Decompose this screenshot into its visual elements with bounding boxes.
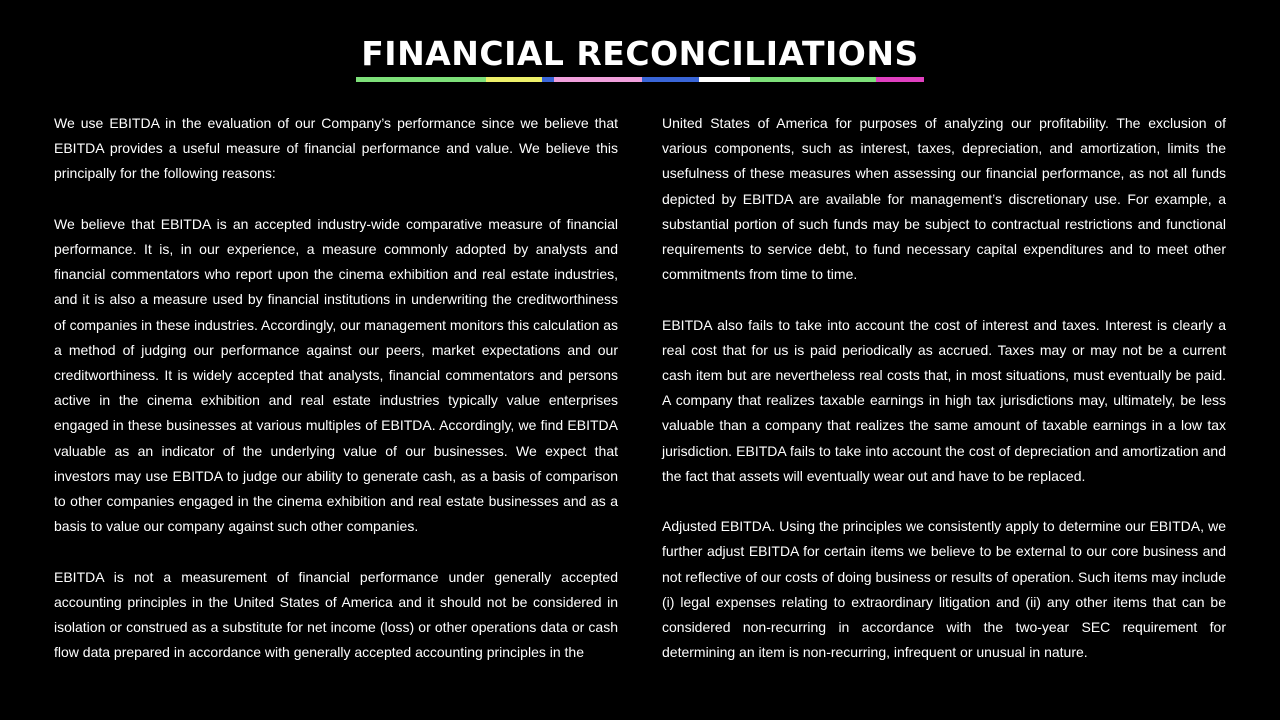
underline-segment-white: [699, 77, 750, 82]
paragraph-ebitda-intro: We use EBITDA in the evaluation of our Company’s performance since we believe that EBITDA provides a useful measure of financial performance and value. We believe this principally for the following reasons:: [54, 115, 618, 182]
paragraph-ebitda-industry-measure: We believe that EBITDA is an accepted industry-wide comparative measure of financial performance. It is, in our experience, a measure commonly adopted by analysts and financial commentators who report upon the cinema exhibition and real estate industries, and it is also a measure used by financial institutions in underwriting the creditworthiness of companies in these industries. Accordingly, our management monitors this calculation as a method of judging our performance against our peers, market expectations and our creditworthiness. It is widely accepted that analysts, financial commentators and persons active in the cinema exhibition and real estate industries typically value enterprises engaged in these businesses at various multiples of EBITDA. Accordingly, we find EBITDA valuable as an indicator of the underlying value of our businesses. We expect that investors may use EBITDA to judge our ability to generate cash, as a basis of comparison to other companies engaged in the cinema exhibition and real estate businesses and as a basis to value our company against such other companies.: [54, 215, 618, 535]
underline-segment-blue-2: [642, 77, 699, 82]
left-text-column: [54, 111, 618, 691]
underline-segment-green-2: [750, 77, 876, 82]
slide-title: FINANCIAL RECONCILIATIONS: [361, 34, 919, 73]
underline-segment-blue: [542, 77, 554, 82]
paragraph-ebitda-limitations: United States of America for purposes of analyzing our profitability. The exclusion of various components, such as interest, taxes, depreciation, and amortization, limits the usefulness of these measures when assessing our financial performance, as not all funds depicted by EBITDA are available for management’s discretionary use. For example, a substantial portion of such funds may be subject to contractual restrictions and functional requirements to service debt, to fund necessary capital expenditures and to meet other commitments from time to time.: [662, 115, 1226, 283]
paragraph-adjusted-ebitda: Adjusted EBITDA. Using the principles we consistently apply to determine our EBITDA, we further adjust EBITDA for certain items we believe to be external to our core business and not reflective of our costs of doing business or results of operation. Such items may include (i) legal expenses relating to extraordinary litigation and (ii) any other items that can be considered non-recurring in accordance with the two-year SEC requirement for determining an item is non-recurring, infrequent or unusual in nature.: [662, 518, 1226, 661]
right-text-column: [662, 111, 1226, 691]
title-underline-bar: [356, 77, 924, 82]
underline-segment-yellow: [486, 77, 542, 82]
underline-segment-green: [356, 77, 486, 82]
paragraph-ebitda-not-gaap: EBITDA is not a measurement of financial performance under generally accepted accounting principles in the United States of America and it should not be considered in isolation or construed as a substitute for net income (loss) or other operations data or cash flow data prepared in accordance with generally accepted accounting principles in the: [54, 568, 618, 661]
paragraph-interest-taxes: EBITDA also fails to take into account the cost of interest and taxes. Interest is clearly a real cost that for us is paid periodically as accrued. Taxes may or may not be a current cash item but are nevertheless real costs that, in most situations, must eventually be paid. A company that realizes taxable earnings in high tax jurisdictions may, ultimately, be less valuable than a company that realizes the same amount of taxable earnings in a low tax jurisdiction. EBITDA fails to take into account the cost of depreciation and amortization and the fact that assets will eventually wear out and have to be replaced.: [662, 316, 1226, 484]
underline-segment-magenta: [876, 77, 924, 82]
underline-segment-pink: [554, 77, 642, 82]
